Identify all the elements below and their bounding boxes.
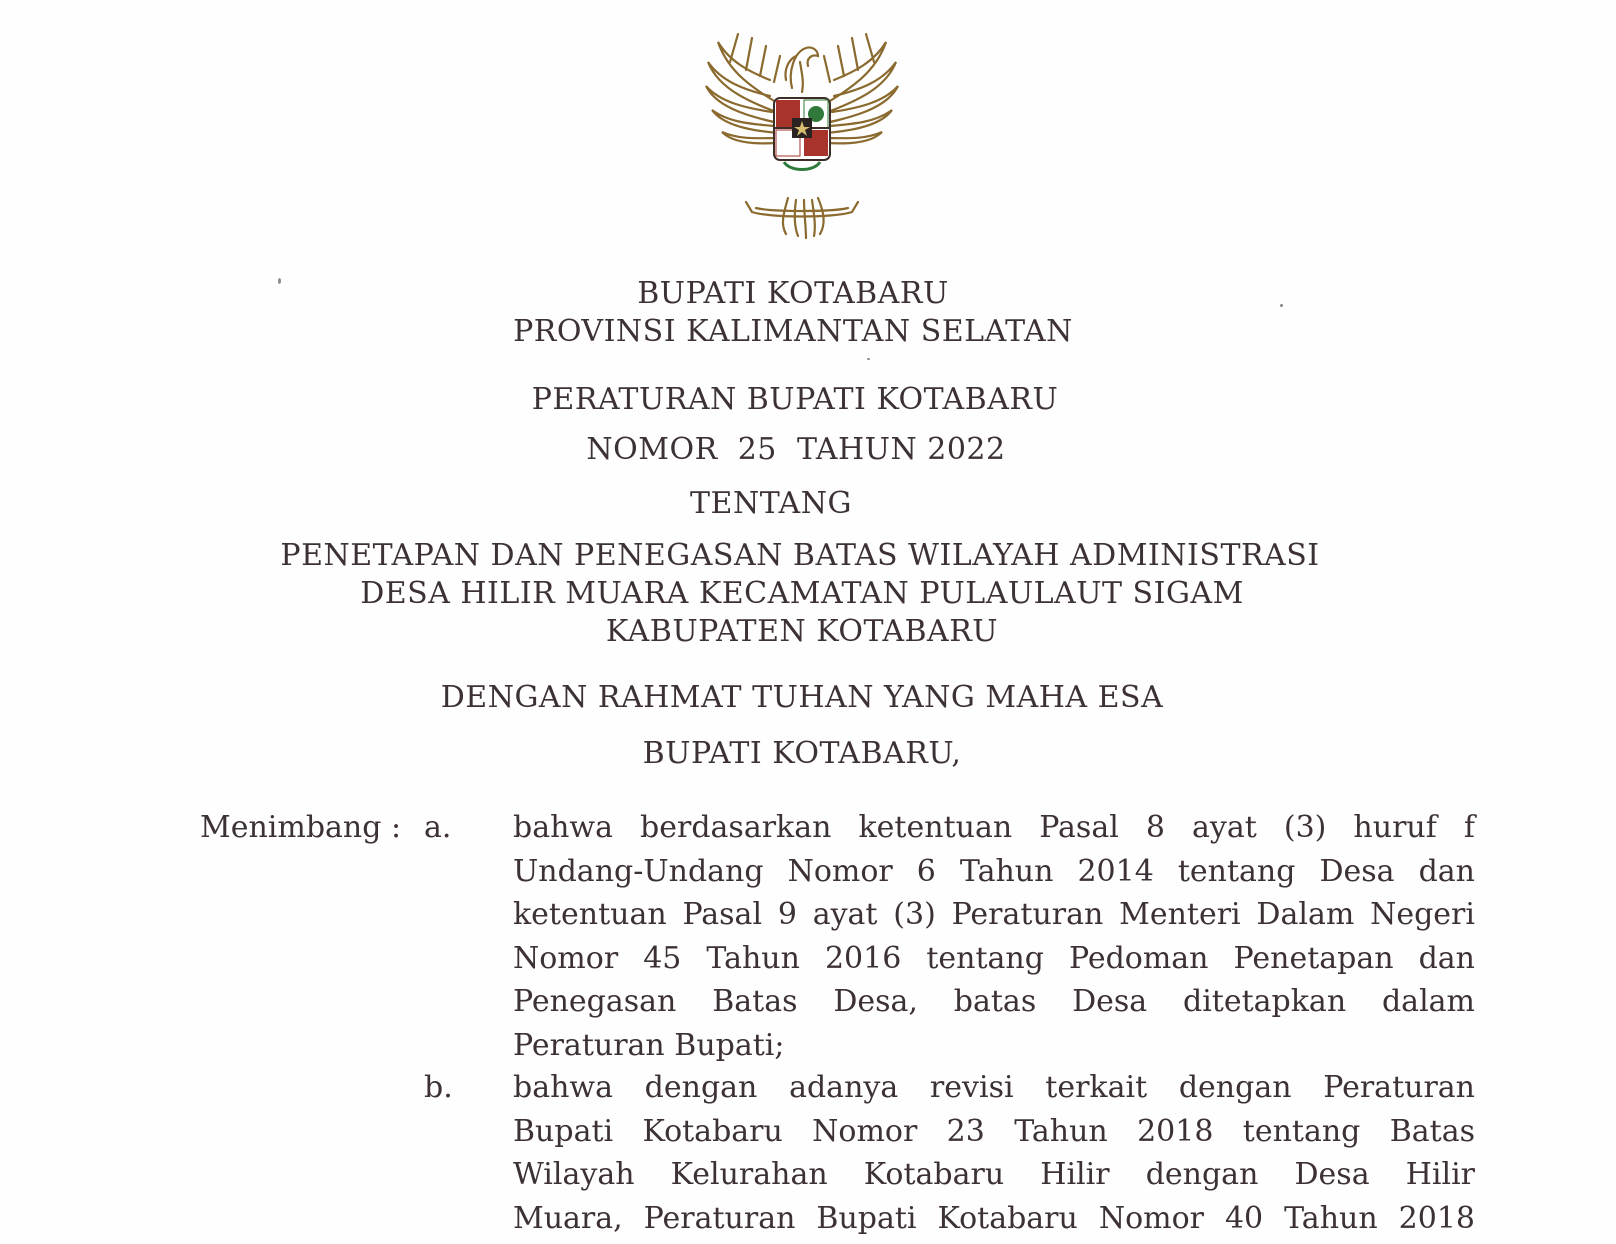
considering-item-a — [513, 806, 1475, 1068]
scan-speck — [1280, 304, 1283, 307]
preamble-blessing: DENGAN RAHMAT TUHAN YANG MAHA ESA — [440, 680, 1164, 715]
considering-item-b-letter: b. — [424, 1070, 453, 1105]
considering-label: Menimbang : — [200, 810, 402, 845]
considering-item-a-line: Undang-Undang Nomor 6 Tahun 2014 tentang Desa dan — [513, 853, 1475, 889]
scan-speck — [867, 358, 870, 360]
regulation-subject-line-1: PENETAPAN DAN PENEGASAN BATAS WILAYAH ADMINISTRASI — [280, 538, 1320, 573]
considering-item-a-letter: a. — [424, 810, 452, 845]
regulation-subject-line-3: KABUPATEN KOTABARU — [605, 614, 999, 649]
considering-item-b-line: bahwa dengan adanya revisi terkait dengan Peraturan — [513, 1070, 1475, 1105]
regulation-about: TENTANG — [690, 486, 852, 521]
considering-item-a-line: Peraturan Bupati; — [513, 1027, 785, 1063]
preamble-authority: BUPATI KOTABARU, — [642, 736, 962, 771]
header-province-title: PROVINSI KALIMANTAN SELATAN — [513, 314, 1073, 349]
considering-item-a-line: Nomor 45 Tahun 2016 tentang Pedoman Penetapan dan — [513, 940, 1475, 976]
considering-item-b-line: Wilayah Kelurahan Kotabaru Hilir dengan Desa Hilir — [513, 1157, 1475, 1193]
scan-speck — [278, 278, 281, 284]
header-regent-title: BUPATI KOTABARU — [637, 276, 949, 311]
considering-item-a-line: bahwa berdasarkan ketentuan Pasal 8 ayat (3) huruf f — [513, 810, 1475, 845]
considering-item-a-line: Penegasan Batas Desa, batas Desa ditetapkan dalam — [513, 984, 1475, 1020]
considering-item-b-line: Muara, Peraturan Bupati Kotabaru Nomor 40 Tahun 2018 — [513, 1200, 1475, 1236]
regulation-subject-line-2: DESA HILIR MUARA KECAMATAN PULAULAUT SIGAM — [360, 576, 1244, 611]
considering-item-a-line: ketentuan Pasal 9 ayat (3) Peraturan Menteri Dalam Negeri — [513, 897, 1475, 933]
considering-item-b — [513, 1066, 1475, 1240]
considering-item-b-line: Bupati Kotabaru Nomor 23 Tahun 2018 tentang Batas — [513, 1113, 1475, 1149]
regulation-title: PERATURAN BUPATI KOTABARU — [531, 382, 1059, 417]
regulation-number: NOMOR 25 TAHUN 2022 — [586, 432, 1006, 467]
garuda-emblem-icon — [700, 22, 904, 244]
